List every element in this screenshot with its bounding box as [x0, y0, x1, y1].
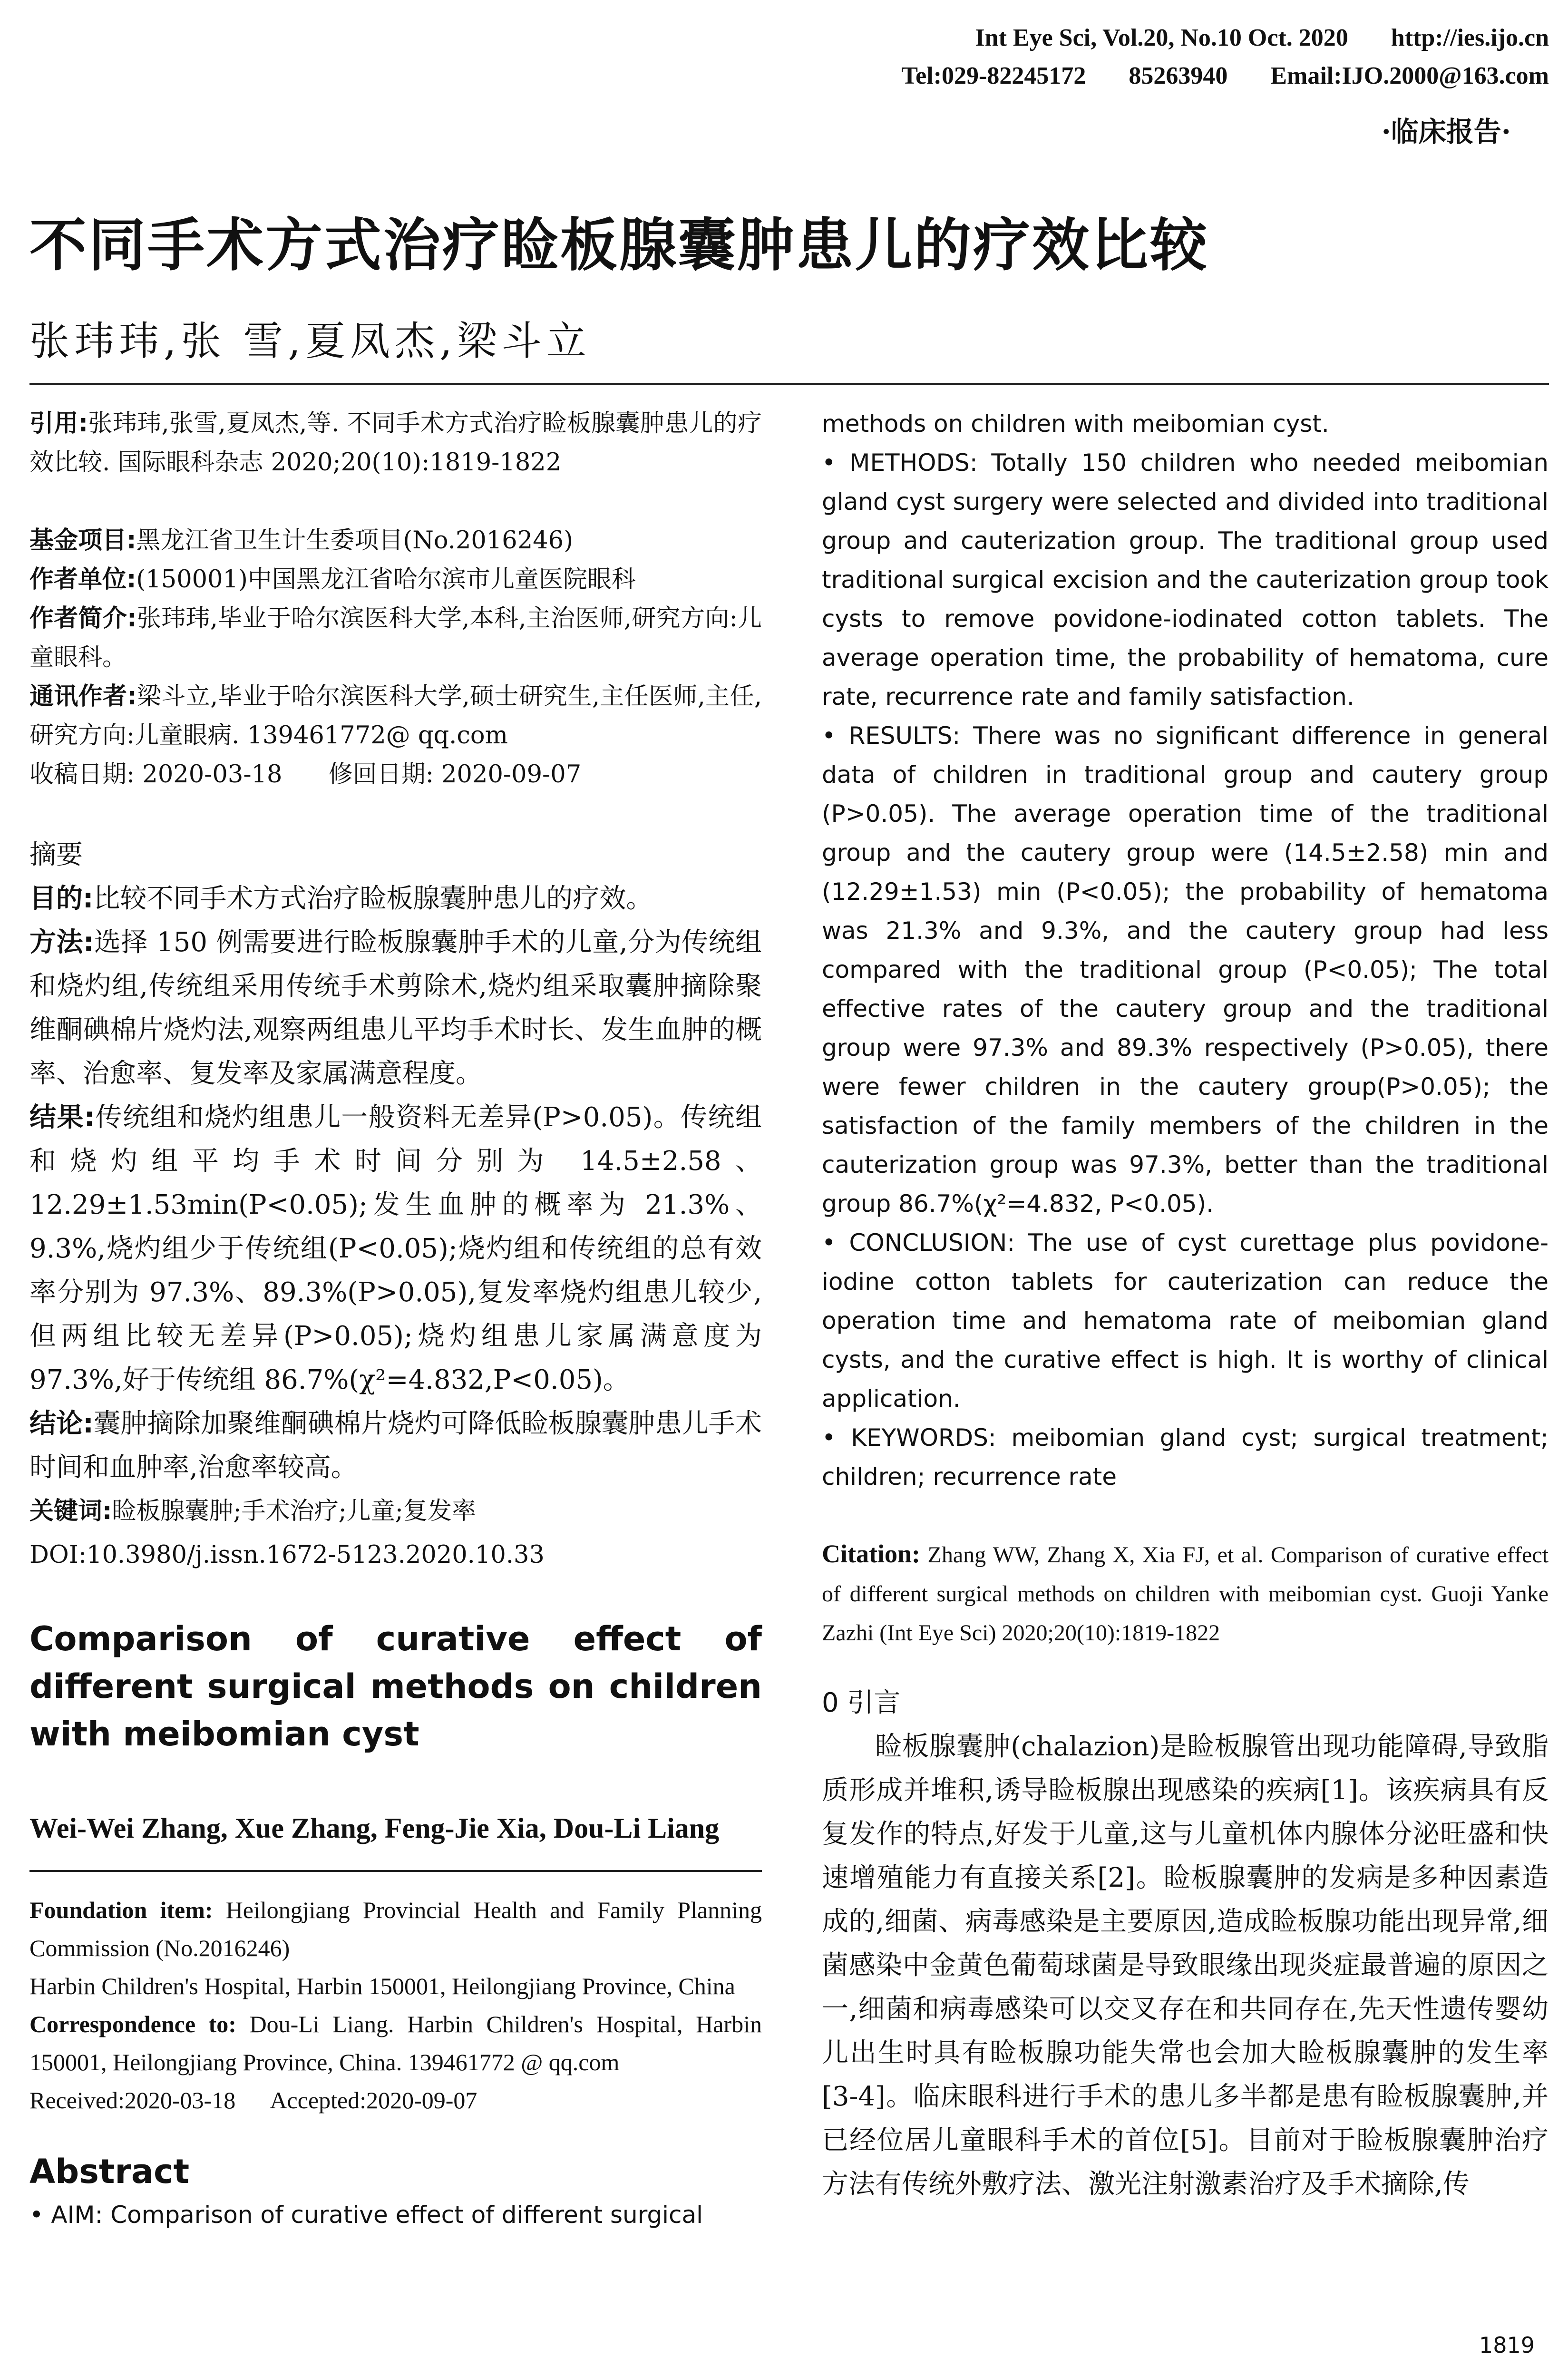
- journal-tel: Tel:029-82245172: [901, 62, 1086, 89]
- conclusion-cn: 结论:囊肿摘除加聚维酮碘棉片烧灼可降低睑板腺囊肿患儿手术时间和血肿率,治愈率较高。: [29, 1408, 762, 1483]
- corr-cn: 通讯作者:梁斗立,毕业于哈尔滨医科大学,硕士研究生,主任医师,主任,研究方向:儿童眼病. 139461772@ qq.com: [29, 682, 762, 750]
- aim-en-start: • AIM: Comparison of curative effect of different surgical: [29, 2201, 703, 2229]
- methods-cn: 方法:选择 150 例需要进行睑板腺囊肿手术的儿童,分为传统组和烧灼组,传统组采用传统手术剪除术,烧灼组采取囊肿摘除聚维酮碘棉片烧灼法,观察两组患儿平均手术时长、发生血肿的概率、治愈率、复发率及家属满意程度。: [29, 927, 762, 1089]
- english-abstract: [822, 404, 1549, 1496]
- citation-en: Citation: Zhang WW, Zhang X, Xia FJ, et al. Comparison of curative effect of different surgical methods on children with meibomian cyst. Guoji Yanke Zazhi (Int Eye Sci) 2020;20(10):1819-1822: [822, 1539, 1549, 1646]
- correspondence-en: Correspondence to: Dou-Li Liang. Harbin Children's Hospital, Harbin 150001, Heilongjiang Province, China. 139461772 @ qq.com: [29, 2011, 762, 2075]
- affiliation-en: Harbin Children's Hospital, Harbin 150001, Heilongjiang Province, China: [29, 1973, 735, 1999]
- journal-email[interactable]: Email:IJO.2000@163.com: [1270, 62, 1549, 89]
- intro-body: 睑板腺囊肿(chalazion)是睑板腺管出现功能障碍,导致脂质形成并堆积,诱导睑板腺出现感染的疾病[1]。该疾病具有反复发作的特点,好发于儿童,这与儿童机体内腺体分泌旺盛和快速增殖能力有直接关系[2]。睑板腺囊肿的发病是多种因素造成的,细菌、病毒感染是主要原因,造成睑板腺功能出现异常,细菌感染中金黄色葡萄球菌是导致眼缘出现炎症最普遍的原因之一,细菌和病毒感染可以交叉存在和共同存在,先天性遗传婴幼儿出生时具有睑板腺功能失常也会加大睑板腺囊肿的发生率[3-4]。临床眼科进行手术的患儿多半都是患有睑板腺囊肿,并已经位居儿童眼科手术的首位[5]。目前对于睑板腺囊肿治疗方法有传统外敷疗法、激光注射激素治疗及手术摘除,传: [822, 1731, 1549, 2200]
- methods-en: • METHODS: Totally 150 children who needed meibomian gland cyst surgery were selected and divided into traditional group and cauterization group. The traditional group used traditional surgical excision and the cauterization group took cysts to remove povidone-iodinated cotton tablets. The average operation time, the probability of hematoma, cure rate, recurrence rate and family satisfaction.: [822, 449, 1549, 711]
- chinese-front-matter: [29, 404, 762, 833]
- received-en: Received:2020-03-18 Accepted:2020-09-07: [29, 2087, 477, 2114]
- running-header: [901, 19, 1549, 95]
- keywords-cn: 关键词:睑板腺囊肿;手术治疗;儿童;复发率: [29, 1497, 476, 1525]
- journal-line: Int Eye Sci, Vol.20, No.10 Oct. 2020: [975, 24, 1348, 51]
- chinese-abstract: [29, 833, 762, 1577]
- english-authors: Wei-Wei Zhang, Xue Zhang, Feng-Jie Xia, Dou-Li Liang: [29, 1812, 720, 1844]
- citation-cn: 引用:张玮玮,张雪,夏凤杰,等. 不同手术方式治疗睑板腺囊肿患儿的疗效比较. 国际眼科杂志 2020;20(10):1819-1822: [29, 409, 762, 477]
- bio-cn: 作者简介:张玮玮,毕业于哈尔滨医科大学,本科,主治医师,研究方向:儿童眼科。: [29, 604, 762, 672]
- results-en: • RESULTS: There was no significant difference in general data of children in traditional group and cautery group (P>0.05). The average operation time of the traditional group and the cautery group were (14.5±2.58) min and (12.29±1.53) min (P<0.05); the probability of hematoma was 21.3% and 9.3%, and the cautery group had less compared with the traditional group (P<0.05); The total effective rates of the cautery group and the traditional group were 97.3% and 89.3% respectively (P>0.05), there were fewer children in the cautery group(P>0.05); the satisfaction of the family members of the children in the cauterization group was 97.3%, better than the traditional group 86.7%(χ²=4.832, P<0.05).: [822, 722, 1549, 1218]
- intro-heading: 0 引言: [822, 1687, 901, 1718]
- aim-cn: 目的:比较不同手术方式治疗睑板腺囊肿患儿的疗效。: [29, 883, 653, 914]
- abstract-head-cn: 摘要: [29, 839, 83, 870]
- keywords-en: • KEYWORDS: meibomian gland cyst; surgical treatment; children; recurrence rate: [822, 1424, 1549, 1490]
- header-divider: [29, 383, 1549, 385]
- article-title: 不同手术方式治疗睑板腺囊肿患儿的疗效比较: [29, 213, 1209, 279]
- dates-cn: 收稿日期: 2020-03-18 修回日期: 2020-09-07: [29, 760, 582, 789]
- article-authors: 张玮玮,张 雪,夏凤杰,梁斗立: [29, 318, 591, 364]
- en-divider: [29, 1870, 762, 1872]
- abstract-head-en: Abstract: [29, 2152, 190, 2191]
- right-column: [822, 404, 1549, 2206]
- aim-en-cont: methods on children with meibomian cyst.: [822, 410, 1329, 438]
- journal-tel2: 85263940: [1129, 62, 1228, 89]
- unit-cn: 作者单位:(150001)中国黑龙江省哈尔滨市儿童医院眼科: [29, 565, 636, 594]
- doi[interactable]: DOI:10.3980/j.issn.1672-5123.2020.10.33: [29, 1541, 545, 1569]
- fund-cn: 基金项目:黑龙江省卫生计生委项目(No.2016246): [29, 526, 573, 555]
- journal-url[interactable]: http://ies.ijo.cn: [1391, 24, 1549, 51]
- section-tag: ·临床报告·: [1381, 116, 1511, 148]
- results-cn: 结果:传统组和烧灼组患儿一般资料无差异(P>0.05)。传统组和烧灼组平均手术时间分别为 14.5±2.58、12.29±1.53min(P<0.05);发生血肿的概率为 21.3%、9.3%,烧灼组少于传统组(P<0.05);烧灼组和传统组的总有效率分别为 97.3%、89.3%(P>0.05),复发率烧灼组患儿较少,但两组比较无差异(P>0.05);烧灼组患儿家属满意度为 97.3%,好于传统组 86.7%(χ²=4.832,P<0.05)。: [29, 1102, 762, 1395]
- conclusion-en: • CONCLUSION: The use of cyst curettage plus povidone-iodine cotton tablets for cauterization can reduce the operation time and hematoma rate of meibomian gland cysts, and the curative effect is high. It is worthy of clinical application.: [822, 1229, 1549, 1413]
- english-title: Comparison of curative effect of different surgical methods on children with meibomian cyst: [29, 1619, 762, 1754]
- left-column: [29, 404, 762, 2234]
- english-front-matter: [29, 1891, 762, 2119]
- page-number: 1819: [1479, 2332, 1535, 2358]
- foundation-en: Foundation item: Heilongjiang Provincial Health and Family Planning Commission (No.2016246): [29, 1897, 762, 1961]
